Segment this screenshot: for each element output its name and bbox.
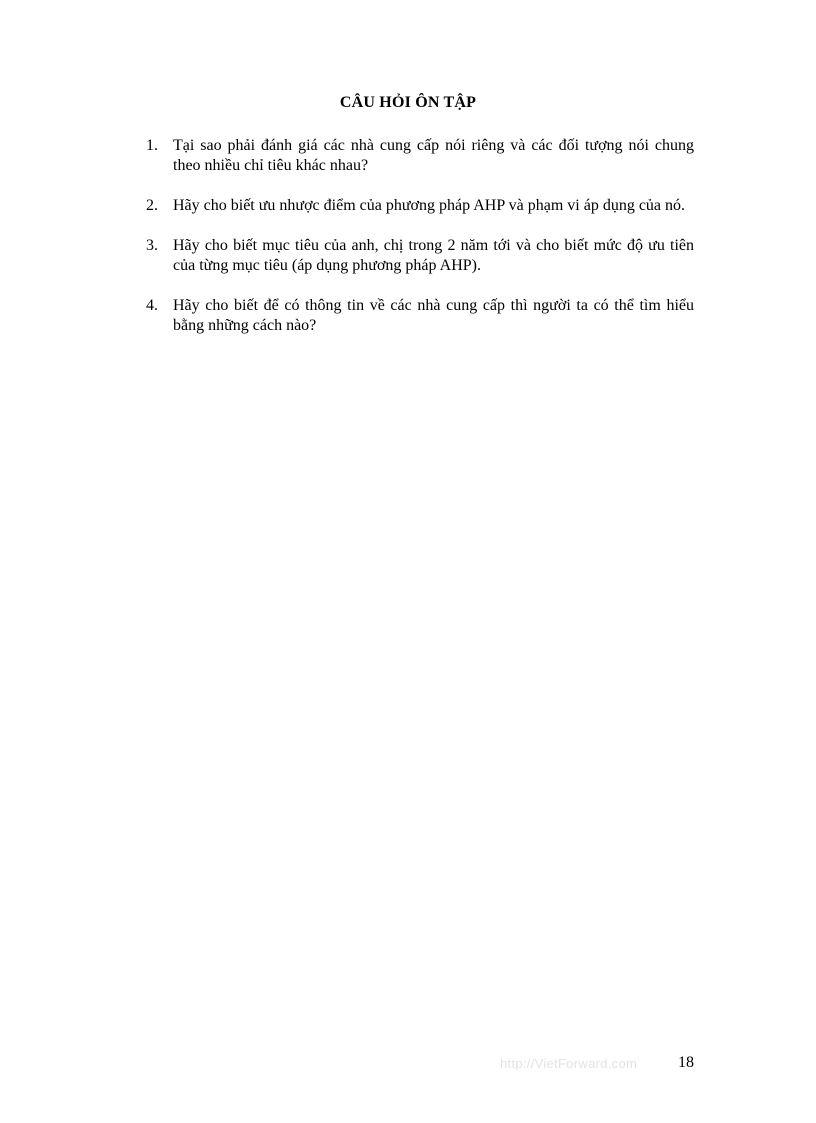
question-text: Hãy cho biết ưu nhược điểm của phương pháp AHP và phạm vi áp dụng của nó. [173, 197, 686, 214]
question-item-1 [146, 136, 694, 176]
question-number: 2. [146, 197, 158, 214]
question-number: 1. [146, 137, 158, 154]
watermark-url: http://VietForward.com [500, 1056, 638, 1071]
question-text: Hãy cho biết để có thông tin về các nhà cung cấp thì người ta có thể tìm hiểu bằng những cách nào? [173, 297, 694, 334]
question-text: Hãy cho biết mục tiêu của anh, chị trong 2 năm tới và cho biết mức độ ưu tiên của từng mục tiêu (áp dụng phương pháp AHP). [173, 237, 694, 274]
question-item-2 [146, 196, 694, 216]
question-number: 4. [146, 297, 158, 314]
question-number: 3. [146, 237, 158, 254]
page-footer [500, 1054, 694, 1076]
question-item-4 [146, 296, 694, 336]
question-list [146, 136, 694, 356]
question-text: Tại sao phải đánh giá các nhà cung cấp nói riêng và các đối tượng nói chung theo nhiều chỉ tiêu khác nhau? [173, 137, 694, 174]
page-number: 18 [678, 1054, 694, 1071]
question-item-3 [146, 236, 694, 276]
page-title: CÂU HỎI ÔN TẬP [339, 94, 477, 111]
